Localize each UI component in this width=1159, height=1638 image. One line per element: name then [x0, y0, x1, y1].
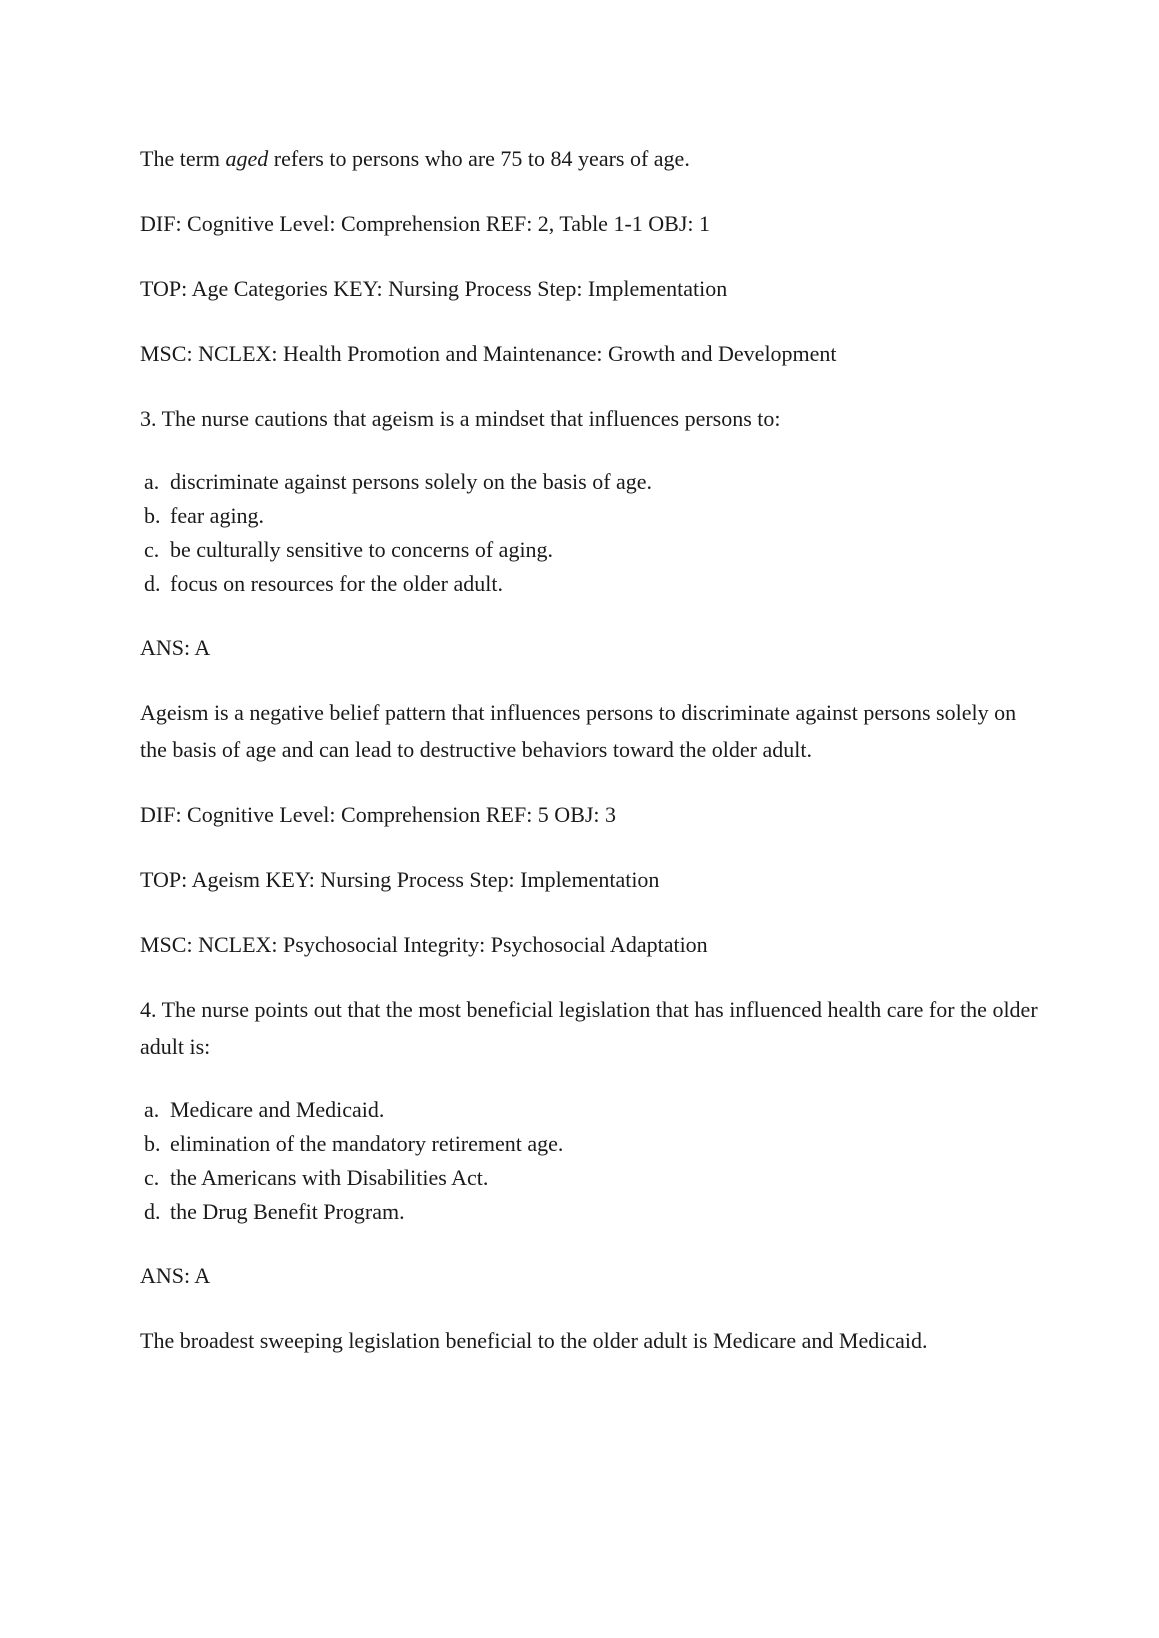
- document-page: [140, 140, 1040, 1387]
- q2-dif: DIF: Cognitive Level: Comprehension REF: 2, Table 1-1 OBJ: 1: [140, 211, 711, 236]
- q4-stem: 4. The nurse points out that the most beneficial legislation that has influenced health care for the older adult is:: [140, 997, 1038, 1059]
- q4-option-c: c. the Americans with Disabilities Act.: [144, 1165, 489, 1190]
- q3-dif: DIF: Cognitive Level: Comprehension REF: 5 OBJ: 3: [140, 802, 617, 827]
- q3-msc: MSC: NCLEX: Psychosocial Integrity: Psychosocial Adaptation: [140, 932, 708, 957]
- q4-answer: ANS: A: [140, 1263, 211, 1288]
- q3-stem: 3. The nurse cautions that ageism is a mindset that influences persons to:: [140, 406, 781, 431]
- q4-rationale: The broadest sweeping legislation beneficial to the older adult is Medicare and Medicaid.: [140, 1328, 928, 1353]
- q3-top: TOP: Ageism KEY: Nursing Process Step: Implementation: [140, 867, 660, 892]
- intro-statement: The term aged refers to persons who are 75 to 84 years of age.: [140, 146, 690, 171]
- q3-rationale: Ageism is a negative belief pattern that influences persons to discriminate against persons solely on the basis of age and can lead to destructive behaviors toward the older adult.: [140, 700, 1017, 762]
- q3-option-a: a. discriminate against persons solely on the basis of age.: [144, 469, 653, 494]
- q4-option-d: d. the Drug Benefit Program.: [144, 1199, 405, 1224]
- q4-option-a: a. Medicare and Medicaid.: [144, 1097, 385, 1122]
- q3-option-c: c. be culturally sensitive to concerns of aging.: [144, 537, 554, 562]
- q2-top: TOP: Age Categories KEY: Nursing Process Step: Implementation: [140, 276, 728, 301]
- q4-option-b: b. elimination of the mandatory retirement age.: [144, 1131, 564, 1156]
- q3-option-d: d. focus on resources for the older adult.: [144, 571, 503, 596]
- q3-answer: ANS: A: [140, 635, 211, 660]
- q3-option-b: b. fear aging.: [144, 503, 265, 528]
- italic-term: aged: [225, 146, 269, 171]
- q4-options: [144, 1093, 1040, 1229]
- q2-msc: MSC: NCLEX: Health Promotion and Maintenance: Growth and Development: [140, 341, 837, 366]
- q3-options: [144, 465, 1040, 601]
